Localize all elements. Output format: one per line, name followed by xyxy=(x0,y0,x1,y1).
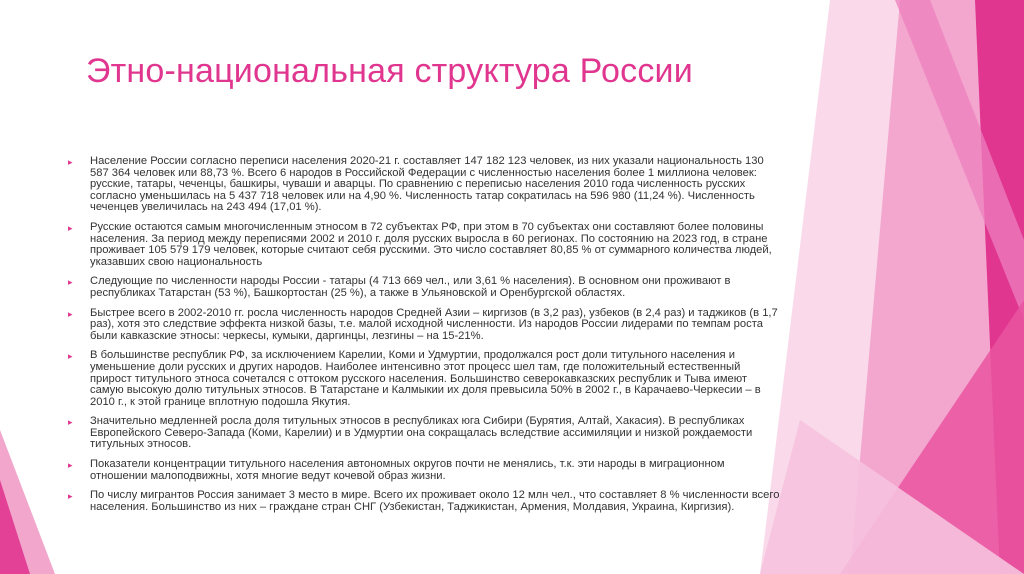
bullet-arrow-icon: ▸ xyxy=(68,222,73,233)
bullet-arrow-icon: ▸ xyxy=(68,417,73,428)
paragraph-russians: Русские остаются самым многочисленным этносом в 72 субъектах РФ, при этом в 70 субъектах они составляют более половины населения. За период между переписями 2002 и 2010 г. доля русских выросла в 60 регионах. По состоянию на 2023 год, в стране проживает 105 579 179 человек, которые считают себя русскими. Это число составляет 80,85 % от суммарного количества людей, указавших свою национальность xyxy=(90,220,772,268)
paragraph-siberia-northwest: Значительно медленней росла доля титульных этносов в республиках юга Сибири (Бурятия, Алтай, Хакасия). В республиках Европейского Северо-Запада (Коми, Карелии) и в Удмуртии она сокращалась вследствие ассимиляции и низкой рождаемости титульных этносов. xyxy=(90,415,753,451)
list-item xyxy=(68,490,782,513)
list-item xyxy=(68,350,782,408)
paragraph-tatars: Следующие по численности народы России - татары (4 713 669 чел., или 3,61 % населения). В основном они проживают в республиках Татарстан (53 %), Башкортостан (25 %), а также в Ульяновской и Оренбургской областях. xyxy=(90,275,731,299)
paragraph-growth-central-asia: Быстрее всего в 2002-2010 гг. росла численность народов Средней Азии – киргизов (в 3,2 раз), узбеков (в 2,4 раз) и таджиков (в 1,7 раз), хотя это следствие эффекта низкой базы, т.е. малой исходной численности. Из народов России лидерами по темпам роста были кавказские этносы: черкесы, кумыки, даргинцы, лезгины – на 15-21%. xyxy=(90,306,778,342)
bullet-arrow-icon: ▸ xyxy=(68,491,73,502)
paragraph-republics-titular: В большинстве республик РФ, за исключением Карелии, Коми и Удмуртии, продолжался рост доли титульного населения и уменьшение доли русских и других народов. Наиболее интенсивно этот процесс шел там, где положительный естественный прирост титульного этноса сочетался с оттоком русского населения. Большинство северокавказских республик и Тыва имеют самую высокую долю титульных этносов. В Татарстане и Калмыкии их доля превысила 50% в 2002 г., в Карачаево-Черкесии – в 2010 г., к этой границе вплотную подошла Якутия. xyxy=(90,349,761,408)
bullet-arrow-icon: ▸ xyxy=(68,157,73,167)
list-item xyxy=(68,276,782,299)
paragraph-migrants: По числу мигрантов Россия занимает 3 место в мире. Всего их проживает около 12 млн чел., что составляет 8 % численности всего населения. Большинство из них – граждане стран СНГ (Узбекистан, Таджикистан, Армения, Молдавия, Украина, Киргизия). xyxy=(90,489,780,513)
list-item xyxy=(68,459,782,482)
paragraph-autonomous-okrugs: Показатели концентрации титульного населения автономных округов почти не менялись, т.к. эти народы в миграционном отношении малоподвижны, хотя многие ведут кочевой образ жизни. xyxy=(90,458,725,482)
bullet-arrow-icon: ▸ xyxy=(68,308,73,319)
bullet-arrow-icon: ▸ xyxy=(68,277,73,288)
paragraph-population-census: Население России согласно переписи населения 2020-21 г. составляет 147 182 123 человек, из них указали национальность 130 587 364 человек или 88,73 %. Всего 6 народов в Российской Федерации с численностью населения более 1 миллиона человек: русские, татары, чеченцы, башкиры, чуваши и аварцы. По сравнению с переписью населения 2010 года численность русских согласно уменьшилась на 5 437 718 человек или на 4,90 %. Численность татар сократилась на 596 980 (11,24 %). Численность чеченцев увеличилась на 243 494 (17,01 %). xyxy=(90,155,764,214)
slide-content xyxy=(68,156,782,521)
list-item xyxy=(68,416,782,451)
bullet-arrow-icon: ▸ xyxy=(68,351,73,362)
list-item xyxy=(68,156,782,214)
slide-title: Этно-национальная структура России xyxy=(86,52,693,90)
list-item xyxy=(68,308,782,343)
list-item xyxy=(68,222,782,268)
bullet-arrow-icon: ▸ xyxy=(68,460,73,471)
